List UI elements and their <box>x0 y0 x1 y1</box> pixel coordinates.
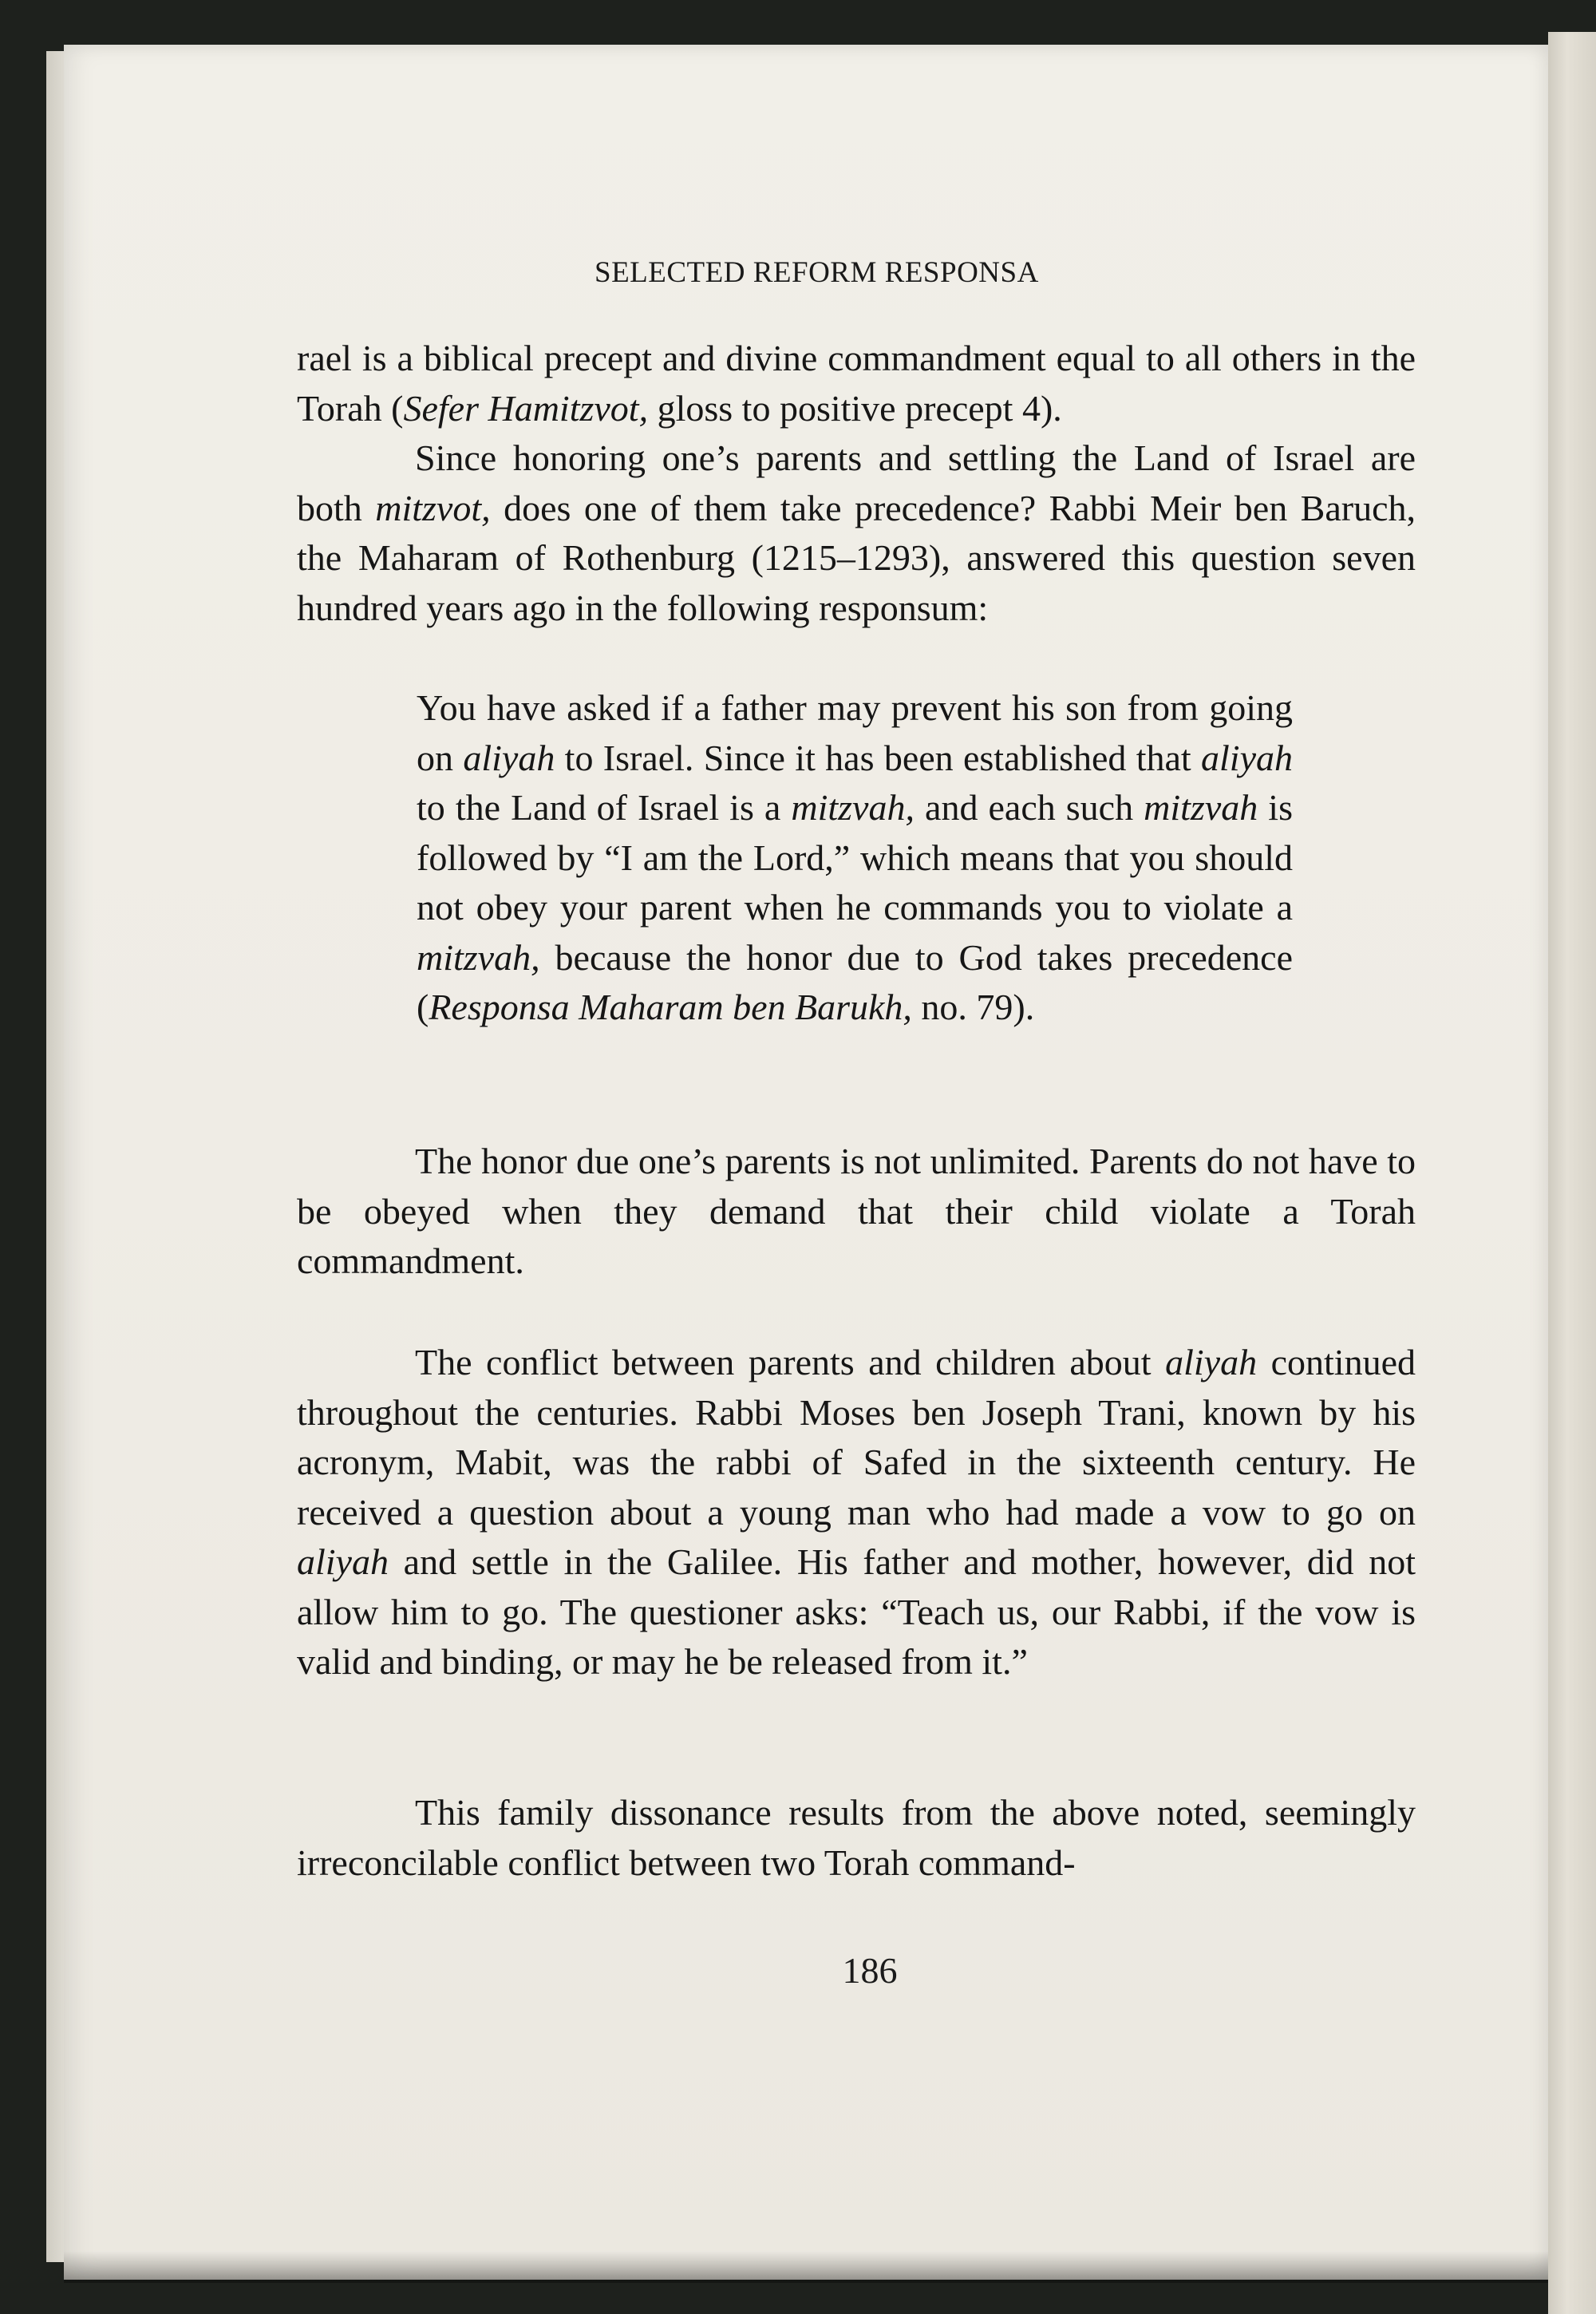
paragraph-4 <box>297 1338 1416 1687</box>
block-quote <box>417 683 1293 1033</box>
term-italic: mitzvah, <box>791 787 915 828</box>
paragraph-2 <box>297 433 1416 633</box>
text-run: The honor due one’s parents is not unlimited. Parents do not have to be obeyed when they demand that their child violate a Torah commandment. <box>297 1141 1416 1281</box>
text-run: because the honor due to God takes precedence ( <box>417 936 1293 1027</box>
text-run: Since honoring one’s parents and settling the Land of Israel are both <box>297 437 1416 528</box>
page-shadow <box>64 2251 1548 2283</box>
term-italic: mitzvah, <box>417 936 540 978</box>
text-run: continued throughout the centuries. Rabbi Moses ben Joseph Trani, known by his acronym, Mabit, was the rabbi of Safed in the sixteenth century. He received a question about a young man who had made a vow to go on <box>297 1342 1416 1533</box>
term-italic: mitzvot, <box>375 487 491 528</box>
running-header: SELECTED REFORM RESPONSA <box>595 256 1039 289</box>
text-run: to Israel. Since it has been established that <box>555 737 1202 778</box>
paragraph-5 <box>297 1788 1416 1888</box>
term-italic: aliyah <box>463 737 555 778</box>
term-italic: aliyah <box>1201 737 1294 778</box>
text-run: is followed by “I am the Lord,” which means that you should not obey your parent when he commands you to violate a <box>417 787 1293 928</box>
book-title-italic: Sefer Hamitzvot, <box>403 387 649 429</box>
text-run: This family dissonance results from the above noted, seemingly irreconcilable conflict between two Torah command- <box>297 1792 1416 1883</box>
text-run: and settle in the Galilee. His father and mother, however, did not allow him to go. The questioner asks: “Teach us, our Rabbi, if the vow is valid and binding, or may he be released from it.” <box>297 1541 1416 1682</box>
adjacent-page-edge <box>1548 32 1596 2314</box>
page-number: 186 <box>842 1950 898 1991</box>
term-italic: aliyah <box>297 1541 389 1582</box>
text-run: does one of them take precedence? Rabbi Meir ben Baruch, the Maharam of Rothenburg (1215–1293), answered this question seven hundred years ago in the following responsum: <box>297 487 1416 628</box>
term-italic: mitzvah <box>1144 787 1258 828</box>
text-run: gloss to positive precept 4). <box>648 387 1062 429</box>
book-title-italic: Responsa Maharam ben Barukh, <box>429 987 912 1027</box>
text-run: rael is a biblical precept and divine commandment equal to all others in the Torah ( <box>297 338 1416 429</box>
text-run: no. 79). <box>911 987 1035 1027</box>
text-run: and each such <box>914 787 1144 828</box>
paragraph-3 <box>297 1137 1416 1287</box>
text-run: You have asked if a father may prevent his son from going on <box>417 687 1293 778</box>
text-run: The conflict between parents and children about <box>415 1342 1166 1382</box>
paragraph-1 <box>297 334 1416 433</box>
text-run: to the Land of Israel is a <box>417 787 792 828</box>
term-italic: aliyah <box>1165 1342 1258 1382</box>
